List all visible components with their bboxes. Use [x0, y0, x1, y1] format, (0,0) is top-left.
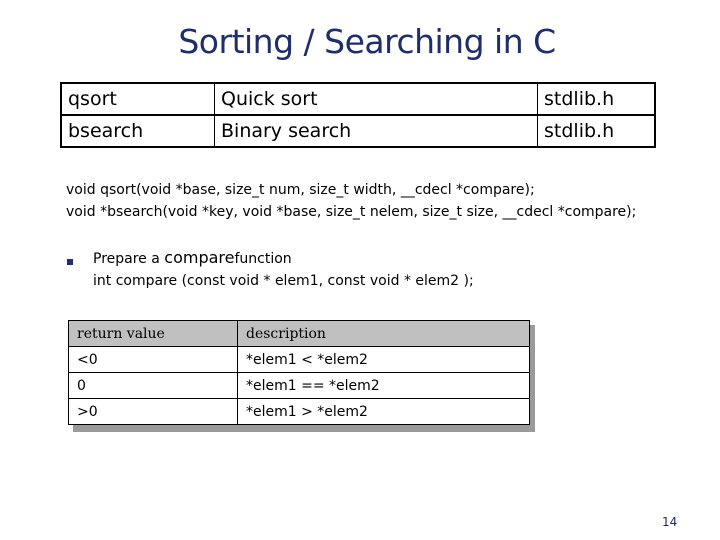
table-row: [69, 399, 530, 425]
return-value-table: [68, 320, 530, 425]
return-value-cell: 0: [69, 373, 238, 399]
return-value-cell: <0: [69, 347, 238, 373]
table-row: [69, 347, 530, 373]
slide-title: Sorting / Searching in C: [178, 22, 556, 61]
table-header-row: [69, 321, 530, 347]
return-value-cell: >0: [69, 399, 238, 425]
description-cell: *elem1 < *elem2: [238, 347, 530, 373]
compare-signature: int compare (const void * elem1, const void * elem2 );: [93, 273, 474, 289]
function-description: Binary search: [215, 115, 538, 147]
qsort-prototype: void qsort(void *base, size_t num, size_t width, __cdecl *compare);: [66, 182, 535, 198]
bsearch-prototype: void *bsearch(void *key, void *base, size_t nelem, size_t size, __cdecl *compare);: [66, 204, 637, 220]
instruction-keyword: compare: [164, 248, 235, 267]
function-header: stdlib.h: [538, 83, 656, 115]
functions-table: [60, 82, 656, 148]
function-header: stdlib.h: [538, 115, 656, 147]
instruction-suffix: function: [234, 251, 292, 267]
compare-instruction: [93, 247, 474, 270]
function-prototypes: [66, 179, 636, 223]
column-header: return value: [69, 321, 238, 347]
compare-bullet: [93, 247, 474, 292]
function-name: bsearch: [61, 115, 215, 147]
page-number: 14: [662, 515, 678, 529]
table-row: [61, 83, 655, 115]
table-row: [61, 115, 655, 147]
description-cell: *elem1 > *elem2: [238, 399, 530, 425]
table-row: [69, 373, 530, 399]
function-name: qsort: [61, 83, 215, 115]
description-cell: *elem1 == *elem2: [238, 373, 530, 399]
bullet-marker: [67, 259, 73, 265]
column-header: description: [238, 321, 530, 347]
instruction-prefix: Prepare a: [93, 251, 165, 267]
function-description: Quick sort: [215, 83, 538, 115]
